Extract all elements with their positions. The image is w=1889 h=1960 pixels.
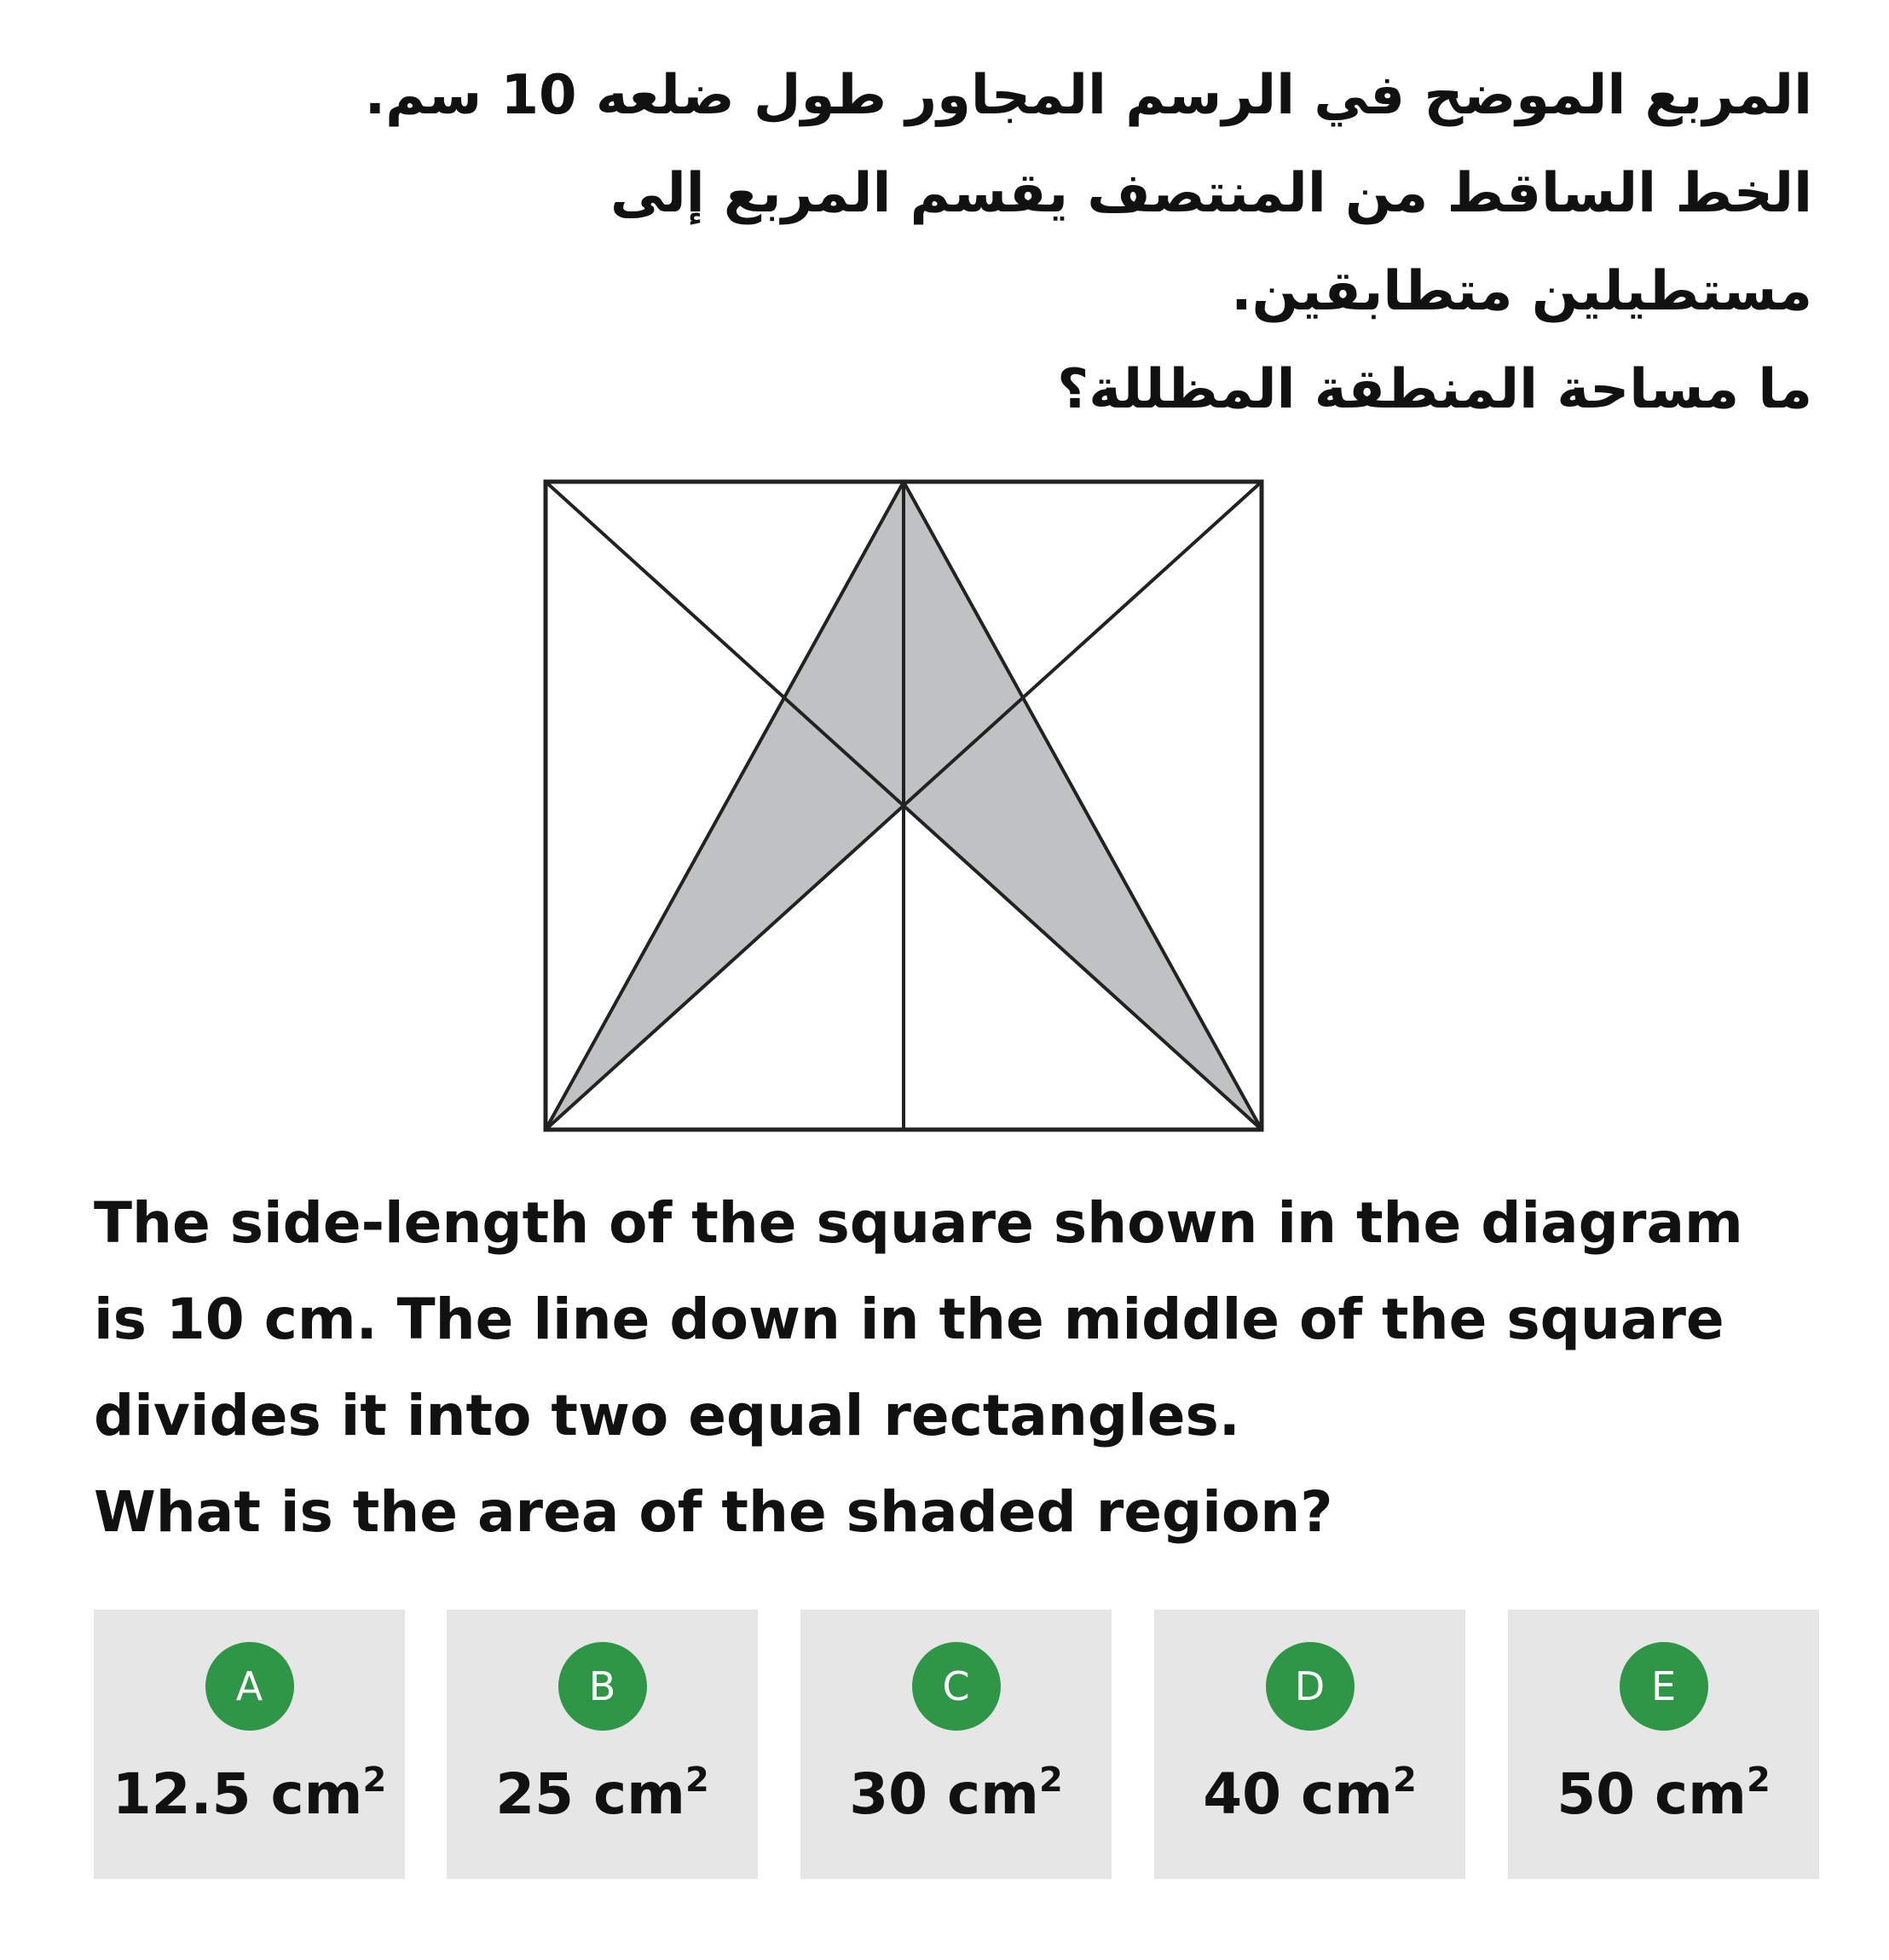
answer-option-d[interactable] [1154,1610,1465,1879]
answer-option-c[interactable] [800,1610,1112,1879]
question-english [94,1175,1816,1560]
question-english-line-3: divides it into two equal rectangles. [94,1383,1240,1448]
square-diagram [537,473,1270,1138]
answer-value: 30 $cm^2$ [849,1761,1063,1827]
answer-letter-badge: E [1620,1642,1708,1731]
answer-letter-badge: A [205,1642,294,1731]
answer-options [94,1610,1819,1879]
question-arabic-line-3: مستطيلين متطابقين. [1231,260,1812,323]
answer-option-a[interactable] [94,1610,405,1879]
answer-letter-badge: B [558,1642,647,1731]
answer-option-e[interactable] [1508,1610,1819,1879]
answer-value: 50 $cm^2$ [1557,1761,1771,1827]
answer-letter-badge: D [1266,1642,1355,1731]
question-arabic-line-4: ما مساحة المنطقة المظللة؟ [1057,358,1812,421]
question-arabic [142,47,1812,439]
answer-value: 40 $cm^2$ [1203,1761,1417,1827]
question-arabic-line-2: الخط الساقط من المنتصف يقسم المربع إلى [609,162,1812,225]
answer-value: 25 $cm^2$ [495,1761,709,1827]
answer-option-b[interactable] [447,1610,758,1879]
question-english-line-1: The side-length of the square shown in the diagram [94,1190,1743,1256]
question-english-line-4: What is the area of the shaded region? [94,1479,1333,1545]
question-english-line-2: is 10 cm. The line down in the middle of the square [94,1286,1724,1352]
question-arabic-line-1: المربع الموضح في الرسم المجاور طول ضلعه 10 سم. [364,64,1812,127]
answer-value: 12.5 $cm^2$ [112,1761,387,1827]
answer-letter-badge: C [912,1642,1001,1731]
